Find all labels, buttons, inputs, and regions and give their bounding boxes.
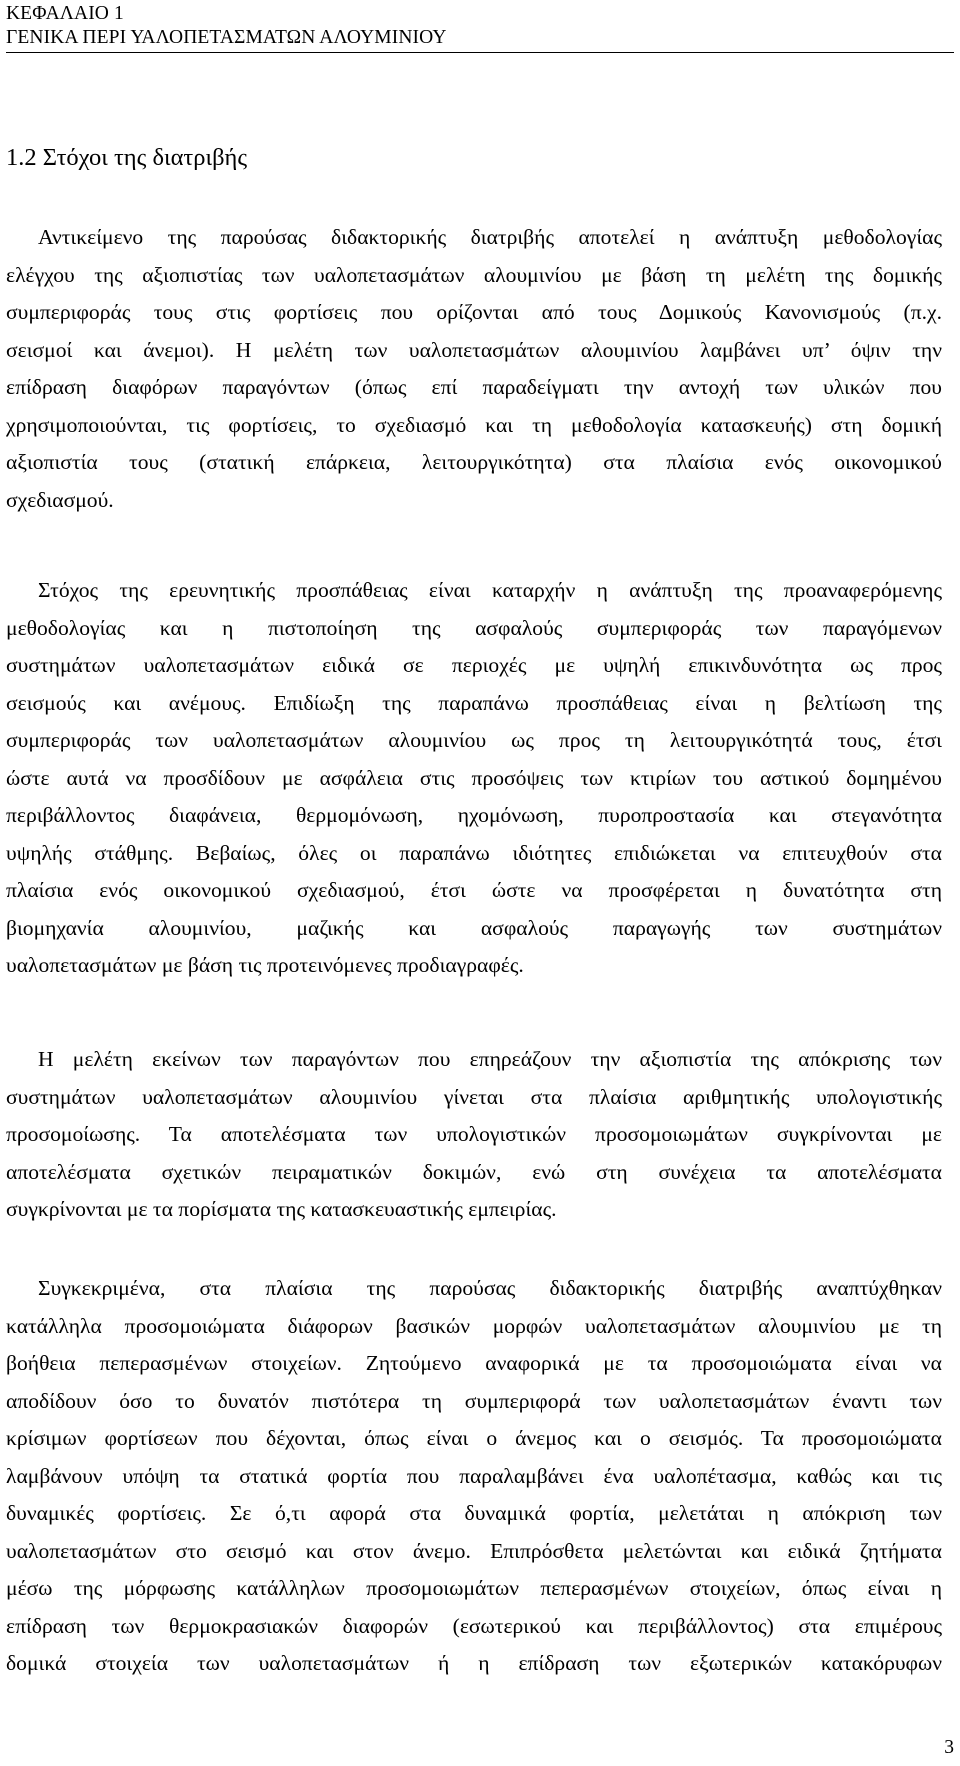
body-paragraph <box>6 1041 942 1229</box>
paragraph-line: συστημάτων υαλοπετασμάτων αλουμινίου γίνεται στα πλαίσια αριθμητικής υπολογιστικής <box>6 1084 942 1109</box>
paragraph-line: συμπεριφοράς τους στις φορτίσεις που ορίζονται από τους Δομικούς Κανονισμούς (π.χ. <box>6 300 942 324</box>
paragraph-line: χρησιμοποιούνται, τις φορτίσεις, το σχεδιασμό και τη μεθοδολογία κατασκευής) στη δομική <box>6 412 942 437</box>
paragraph-line: προσομοίωσης. Τα αποτελέσματα των υπολογιστικών προσομοιωμάτων συγκρίνονται με <box>6 1122 942 1146</box>
paragraph-line: Αντικείμενο της παρούσας διδακτορικής διατριβής αποτελεί η ανάπτυξη μεθοδολογίας <box>38 225 942 249</box>
body-paragraph <box>6 572 942 985</box>
paragraph-line: υψηλής στάθμης. Βεβαίως, όλες οι παραπάνω ιδιότητες επιδιώκεται να επιτευχθούν στα <box>6 840 942 865</box>
paragraph-line: αποδίδουν όσο το δυνατόν πιστότερα τη συμπεριφορά των υαλοπετασμάτων έναντι των <box>6 1388 942 1413</box>
paragraph-line: συγκρίνονται με τα πορίσματα της κατασκευαστικής εμπειρίας. <box>6 1197 557 1221</box>
paragraph-line: δομικά στοιχεία των υαλοπετασμάτων ή η επίδραση των εξωτερικών κατακόρυφων <box>6 1651 942 1675</box>
paragraph-line: μέσω της μόρφωσης κατάλληλων προσομοιωμάτων πεπερασμένων στοιχείων, όπως είναι η <box>6 1576 942 1600</box>
paragraph-line: λαμβάνουν υπόψη τα στατικά φορτία που παραλαμβάνει ένα υαλοπέτασμα, καθώς και τις <box>6 1463 942 1488</box>
paragraph-line: περιβάλλοντος διαφάνεια, θερμομόνωση, ηχομόνωση, πυροπροστασία και στεγανότητα <box>6 803 942 827</box>
paragraph-line: πλαίσια ενός οικονομικού σχεδιασμού, έτσι ώστε να προσφέρεται η δυνατότητα στη <box>6 878 942 902</box>
paragraph-line: σεισμοί και άνεμοι). Η μελέτη των υαλοπετασμάτων αλουμινίου λαμβάνει υπ’ όψιν την <box>6 337 942 362</box>
paragraph-line: σεισμούς και ανέμους. Επιδίωξη της παραπάνω προσπάθειας είναι η βελτίωση της <box>6 690 942 715</box>
paragraph-line: υαλοπετασμάτων με βάση τις προτεινόμενες προδιαγραφές. <box>6 953 524 977</box>
paragraph-line: αποτελέσματα σχετικών πειραματικών δοκιμών, ενώ στη συνέχεια τα αποτελέσματα <box>6 1159 942 1184</box>
paragraph-line: αξιοπιστία τους (στατική επάρκεια, λειτουργικότητα) στα πλαίσια ενός οικονομικού <box>6 450 942 474</box>
paragraph-line: βιομηχανία αλουμινίου, μαζικής και ασφαλούς παραγωγής των συστημάτων <box>6 915 942 940</box>
paragraph-line: βοήθεια πεπερασμένων στοιχείων. Ζητούμενο αναφορικά με τα προσομοιώματα είναι να <box>6 1351 942 1375</box>
paragraph-line: κατάλληλα προσομοιώματα διάφορων βασικών μορφών υαλοπετασμάτων αλουμινίου με τη <box>6 1313 942 1338</box>
paragraph-line: Στόχος της ερευνητικής προσπάθειας είναι καταρχήν η ανάπτυξη της προαναφερόμενης <box>38 578 942 602</box>
section-title: 1.2 Στόχοι της διατριβής <box>6 144 248 171</box>
chapter-label: ΚΕΦΑΛΑΙΟ 1 <box>6 3 124 24</box>
paragraph-line: Συγκεκριμένα, στα πλαίσια της παρούσας διδακτορικής διατριβής αναπτύχθηκαν <box>38 1276 942 1300</box>
body-paragraph <box>6 1270 942 1683</box>
paragraph-line: επίδραση διαφόρων παραγόντων (όπως επί παραδείγματι την αντοχή των υλικών που <box>6 375 942 399</box>
paragraph-line: ώστε αυτά να προσδίδουν με ασφάλεια στις προσόψεις των κτιρίων του αστικού δομημένου <box>6 765 942 790</box>
paragraph-line: σχεδιασμού. <box>6 487 114 512</box>
running-header <box>6 2 447 50</box>
paragraph-line: συμπεριφοράς των υαλοπετασμάτων αλουμινίου ως προς τη λειτουργικότητά τους, έτσι <box>6 728 942 752</box>
body-paragraph <box>6 219 942 519</box>
paragraph-line: επίδραση των θερμοκρασιακών διαφορών (εσωτερικού και περιβάλλοντος) στα επιμέρους <box>6 1613 942 1638</box>
paragraph-line: ελέγχου της αξιοπιστίας των υαλοπετασμάτων αλουμινίου με βάση τη μελέτη της δομικής <box>6 262 942 287</box>
paragraph-line: μεθοδολογίας και η πιστοποίηση της ασφαλούς συμπεριφοράς των παραγόμενων <box>6 615 942 640</box>
paragraph-line: κρίσιμων φορτίσεων που δέχονται, όπως είναι ο άνεμος και ο σεισμός. Τα προσομοιώματα <box>6 1426 942 1450</box>
paragraph-line: Η μελέτη εκείνων των παραγόντων που επηρεάζουν την αξιοπιστία της απόκρισης των <box>38 1047 942 1071</box>
paragraph-line: δυναμικές φορτίσεις. Σε ό,τι αφορά στα δυναμικά φορτία, μελετάται η απόκριση των <box>6 1501 942 1525</box>
paragraph-line: υαλοπετασμάτων στο σεισμό και στον άνεμο. Επιπρόσθετα μελετώνται και ειδικά ζητήματα <box>6 1538 942 1563</box>
page-number: 3 <box>944 1737 954 1758</box>
paragraph-line: συστημάτων υαλοπετασμάτων ειδικά σε περιοχές με υψηλή επικινδυνότητα ως προς <box>6 653 942 677</box>
header-divider <box>6 52 954 53</box>
chapter-title: ΓΕΝΙΚΑ ΠΕΡΙ ΥΑΛΟΠΕΤΑΣΜΑΤΩΝ ΑΛΟΥΜΙΝΙΟΥ <box>6 27 447 48</box>
